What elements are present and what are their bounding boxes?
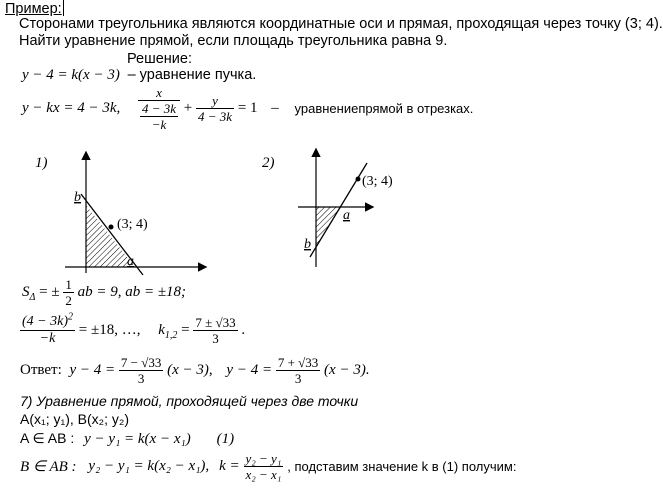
graph-2-point-label: (3; 4): [362, 174, 393, 189]
graph-1: [35, 145, 215, 275]
y-fraction: $\frac{y}{4 - 3k}$: [198, 93, 233, 124]
graph-2-point: [356, 177, 361, 182]
points-line: A(x₁; y₁), B(x₂; y₂): [20, 411, 129, 427]
intercept-equation: y − kx = 4 − 3k, $\frac{x}{\frac{4 - 3k}{-k}}$ + $\frac{y}{4 - 3k}$ = 1 – уравнениепрямой в отрезках.: [22, 85, 474, 132]
pencil-equation: y − 4 = k(x − 3) – уравнение пучка.: [22, 67, 257, 83]
solution-title: Решение:: [127, 51, 192, 67]
graph-1-b-label: b: [74, 190, 81, 205]
line-b-equation: B ∈ AB : y₂ − y₁ = k(x₂ − x₁), k = $\frac{\text{y₂ − y₁}}{\text{x₂ − x₁}}$ , подставим значение k в (1) получим:: [20, 451, 517, 482]
section-7-title: 7) Уравнение прямой, проходящей через две точки: [20, 393, 359, 409]
graph-2-number: 2): [262, 155, 275, 171]
problem-line-2: Найти уравнение прямой, если площадь треугольника равна 9.: [19, 33, 448, 49]
graph-1-a-label: a: [127, 254, 134, 269]
k-equation: $\frac{(4 - 3k)^2}{-k}$ = ±18, …, $k_{1,2}$ = $\frac{7 \pm √33}{3}$ .: [22, 311, 246, 346]
graph-2-b-label: b: [304, 237, 311, 252]
line-a-equation: A ∈ AB : y − y₁ = k(x − x₁) (1): [20, 430, 235, 447]
answer-line: Ответ: y − 4 = $\frac{7 - √33}{3}$ (x − 3), y − 4 = $\frac{7 + √33}{3}$ (x − 3).: [20, 355, 370, 386]
graph-2-a-label: a: [343, 208, 350, 223]
text-cursor: [63, 0, 64, 16]
graph-1-point: [109, 225, 114, 230]
example-heading: Пример:: [5, 1, 62, 17]
problem-line-1: Сторонами треугольника являются координатные оси и прямая, проходящая через точку (3; 4).: [19, 16, 663, 32]
x-fraction: $\frac{x}{\frac{4 - 3k}{-k}}$: [138, 86, 180, 131]
graph-1-point-label: (3; 4): [117, 217, 148, 232]
graph-2: [262, 145, 393, 270]
graph-1-number: 1): [35, 155, 48, 171]
area-equation: $S_\Delta$ = ± $\frac{1}{2}$ ab = 9, ab = ±18;: [22, 277, 187, 308]
